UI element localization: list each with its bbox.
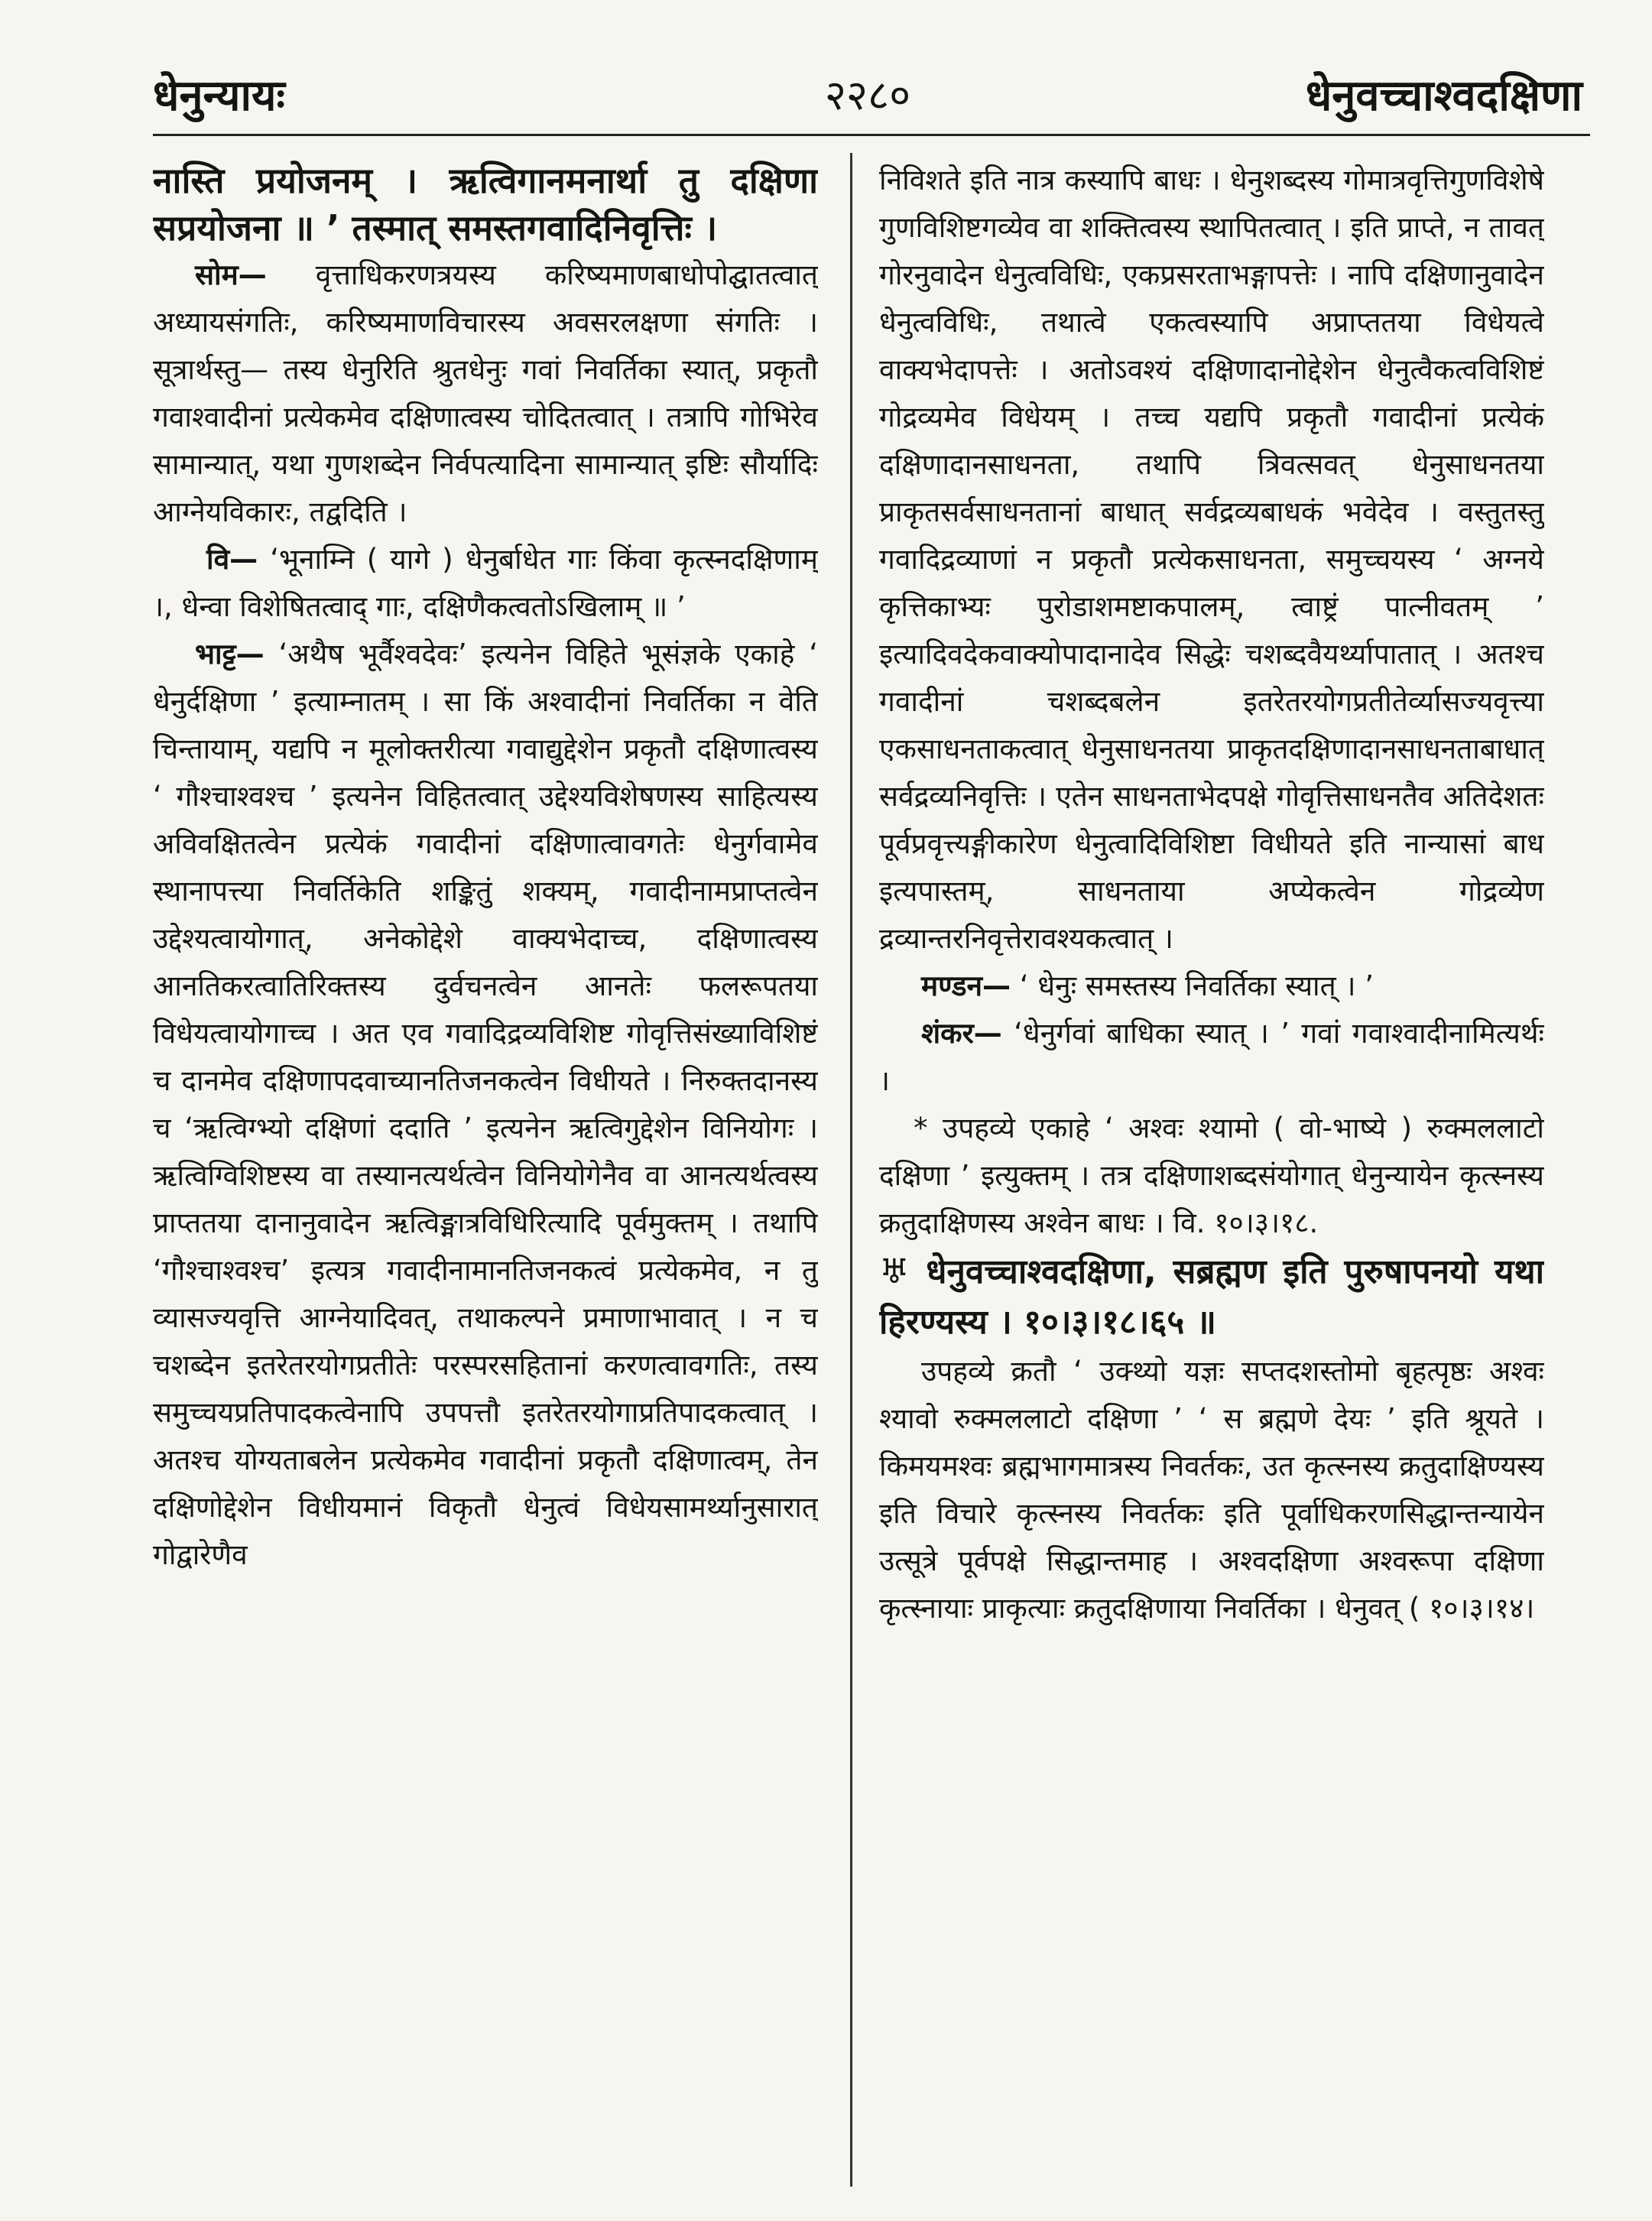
- speaker-label: शंकर—: [921, 1017, 1002, 1050]
- paragraph: नास्ति प्रयोजनम् । ऋत्विगानमनार्था तु दक्षिणा सप्रयोजना ॥ ’ तस्मात् समस्तगवादिनिवृत्तिः ।: [153, 160, 818, 248]
- verse: वि— ‘भूनाम्नि ( यागे ) धेनुर्बाधेत गाः किंवा कृत्स्नदक्षिणाम् ।, धेन्वा विशेषितत्वाद् गाः, दक्षिणैकत्वतोऽखिलाम् ॥ ’: [153, 543, 818, 623]
- paragraph: निविशते इति नात्र कस्यापि बाधः । धेनुशब्दस्य गोमात्रवृत्तिगुणविशेषे गुणविशिष्टगव्येव वा शक्तित्वस्य स्थापितत्वात् । इति प्राप्ते, न तावत् गोरनुवादेन धेनुत्वविधिः, एकप्रसरताभङ्गापत्तेः । नापि दक्षिणानुवादेन धेनुत्वविधिः, तथात्वे एकत्वस्यापि अप्राप्ततया विधेयत्वे वाक्यभेदापत्तेः । अतोऽवश्यं दक्षिणादानोद्देशेन धेनुत्वैकत्वविशिष्टं गोद्रव्यमेव विधेयम् । तच्च यद्यपि प्रकृतौ गवादीनां प्रत्येकं दक्षिणादानसाधनता, तथापि त्रिवत्सवत् धेनुसाधनतया प्राकृतसर्वसाधनतानां बाधात् सर्वद्रव्यबाधकं भवेदेव । वस्तुतस्तु गवादिद्रव्याणां न प्रकृतौ प्रत्येकसाधनता, समुच्चयस्य ‘ अग्नये कृत्तिकाभ्यः पुरोडाशमष्टाकपालम्, त्वाष्ट्रं पात्नीवतम् ’ इत्यादिवदेकवाक्योपादानादेव सिद्धेः चशब्दवैयर्थ्यापातात् । अतश्च गवादीनां चशब्दबलेन इतरेतरयोगप्रतीतेर्व्यासज्यवृत्त्या एकसाधनताकत्वात् धेनुसाधनतया प्राकृतदक्षिणादानसाधनताबाधात् सर्वद्रव्यनिवृत्तिः । एतेन साधनताभेदपक्षे गोवृत्तिसाधनतैव अतिदेशतः पूर्वप्रवृत्त्यङ्गीकारेण धेनुत्वादिविशिष्टा विधीयते इति नान्यासां बाध इत्यपास्तम्, साधनताया अप्येकत्वेन गोद्रव्येण द्रव्यान्तरनिवृत्तेरावश्यकत्वात् ।: [879, 164, 1544, 955]
- paragraph: शंकर— ‘धेनुर्गवां बाधिका स्यात् । ’ गवां गवाश्वादीनामित्यर्थः ।: [879, 1017, 1544, 1097]
- adhikarana-heading: ♅ धेनुवच्चाश्वदक्षिणा, सब्रह्मण इति पुरुषापनयो यथा हिरण्यस्य । १०।३।१८।६५ ॥: [879, 1252, 1544, 1342]
- header-rule: [153, 134, 1590, 136]
- footnote: * उपहव्ये एकाहे ‘ अश्वः श्यामो ( वो-भाष्ये ) रुक्मललाटो दक्षिणा ’ इत्युक्तम् । तत्र दक्षिणाशब्दसंयोगात् धेनुन्यायेन कृत्स्नस्य क्रतुदाक्षिणस्य अश्वेन बाधः । वि. १०।३।१८.: [879, 1112, 1544, 1239]
- column-divider: [850, 153, 852, 2187]
- paragraph: मण्डन— ‘ धेनुः समस्तस्य निवर्तिका स्यात् । ’: [921, 969, 1375, 1002]
- speaker-label: भाट्ट—: [195, 638, 265, 671]
- paragraph: सोम— वृत्ताधिकरणत्रयस्य करिष्यमाणबाधोपोद्घातत्वात् अध्यायसंगतिः, करिष्यमाणविचारस्य अवसरलक्षणा संगतिः । सूत्रार्थस्तु— तस्य धेनुरिति श्रुतधेनुः गवां निवर्तिका स्यात्, प्रकृतौ गवाश्वादीनां प्रत्येकमेव दक्षिणात्वस्य चोदितत्वात् । तत्रापि गोभिरेव सामान्यात्, यथा गुणशब्देन निर्वपत्यादिना सामान्यात् इष्टिः सौर्यादिः आग्नेयविकारः, तद्वदिति ।: [153, 258, 818, 528]
- left-column: [153, 157, 818, 2190]
- paragraph: उपहव्ये क्रतौ ‘ उक्थ्यो यज्ञः सप्तदशस्तोमो बृहत्पृष्ठः अश्वः श्यावो रुक्मललाटो दक्षिणा ’ ‘ स ब्रह्मणे देयः ’ इति श्रूयते । किमयमश्वः ब्रह्मभागमात्रस्य निवर्तकः, उत कृत्स्नस्य क्रतुदाक्षिण्यस्य इति विचारे कृत्स्नस्य निवर्तकः इति पूर्वाधिकरणसिद्धान्तन्यायेन उत्सूत्रे पूर्वपक्षे सिद्धान्तमाह । अश्वदक्षिणा अश्वरूपा दक्षिणा कृत्स्नायाः प्राकृत्याः क्रतुदक्षिणाया निवर्तिका । धेनुवत् ( १०।३।१४।: [879, 1355, 1544, 1625]
- page-number: २२८०: [824, 71, 911, 119]
- speaker-label: मण्डन—: [921, 969, 1011, 1002]
- paragraph: भाट्ट— ‘अथैष भूर्वैश्वदेवः’ इत्यनेन विहिते भूसंज्ञके एकाहे ‘ धेनुर्दक्षिणा ’ इत्याम्नातम् । सा किं अश्वादीनां निवर्तिका न वेति चिन्तायाम्, यद्यपि न मूलोक्तरीत्या गवाद्युद्देशेन प्रकृतौ दक्षिणात्वस्य ‘ गौश्चाश्वश्च ’ इत्यनेन विहितत्वात् उद्देश्यविशेषणस्य साहित्यस्य अविवक्षितत्वेन प्रत्येकं गवादीनां दक्षिणात्वावगतेः धेनुर्गवामेव स्थानापत्त्या निवर्तिकेति शङ्कितुं शक्यम्, गवादीनामप्राप्तत्वेन उद्देश्यत्वायोगात्, अनेकोद्देशे वाक्यभेदाच्च, दक्षिणात्वस्य आनतिकरत्वातिरिक्तस्य दुर्वचनत्वेन आनतेः फलरूपतया विधेयत्वायोगाच्च । अत एव गवादिद्रव्यविशिष्ट गोवृत्तिसंख्याविशिष्टं च दानमेव दक्षिणापदवाच्यानतिजनकत्वेन विधीयते । निरुक्तदानस्य च ‘ऋत्विग्भ्यो दक्षिणां ददाति ’ इत्यनेन ऋत्विगुद्देशेन विनियोगः । ऋत्विग्विशिष्टस्य वा तस्यानत्यर्थत्वेन विनियोगेनैव वा आनत्यर्थत्वस्य प्राप्ततया दानानुवादेन ऋत्विङ्मात्रविधिरित्यादि पूर्वमुक्तम् । तथापि ‘गौश्चाश्वश्च’ इत्यत्र गवादीनामानतिजनकत्वं प्रत्येकमेव, न तु व्यासज्यवृत्ति आग्नेयादिवत्, तथाकल्पने प्रमाणाभावात् । न च चशब्देन इतरेतरयोगप्रतीतेः परस्परसहितानां करणत्वावगतिः, तस्य समुच्चयप्रतिपादकत्वेनापि उपपत्तौ इतरेतरयोगाप्रतिपादकत्वात् । अतश्च योग्यताबलेन प्रत्येकमेव गवादीनां प्रकृतौ दक्षिणात्वम्, तेन दक्षिणोद्देशेन विधीयमानं विकृतौ धेनुत्वं विधेयसामर्थ्यानुसारात् गोद्वारेणैव: [153, 638, 818, 1571]
- header-left-title: धेनुन्यायः: [153, 71, 285, 121]
- page-header: [153, 65, 1582, 134]
- speaker-label: सोम—: [195, 258, 267, 291]
- header-right-title: धेनुवच्चाश्वदक्षिणा: [1305, 71, 1582, 121]
- speaker-label: वि—: [206, 543, 258, 576]
- right-column: [879, 157, 1544, 2190]
